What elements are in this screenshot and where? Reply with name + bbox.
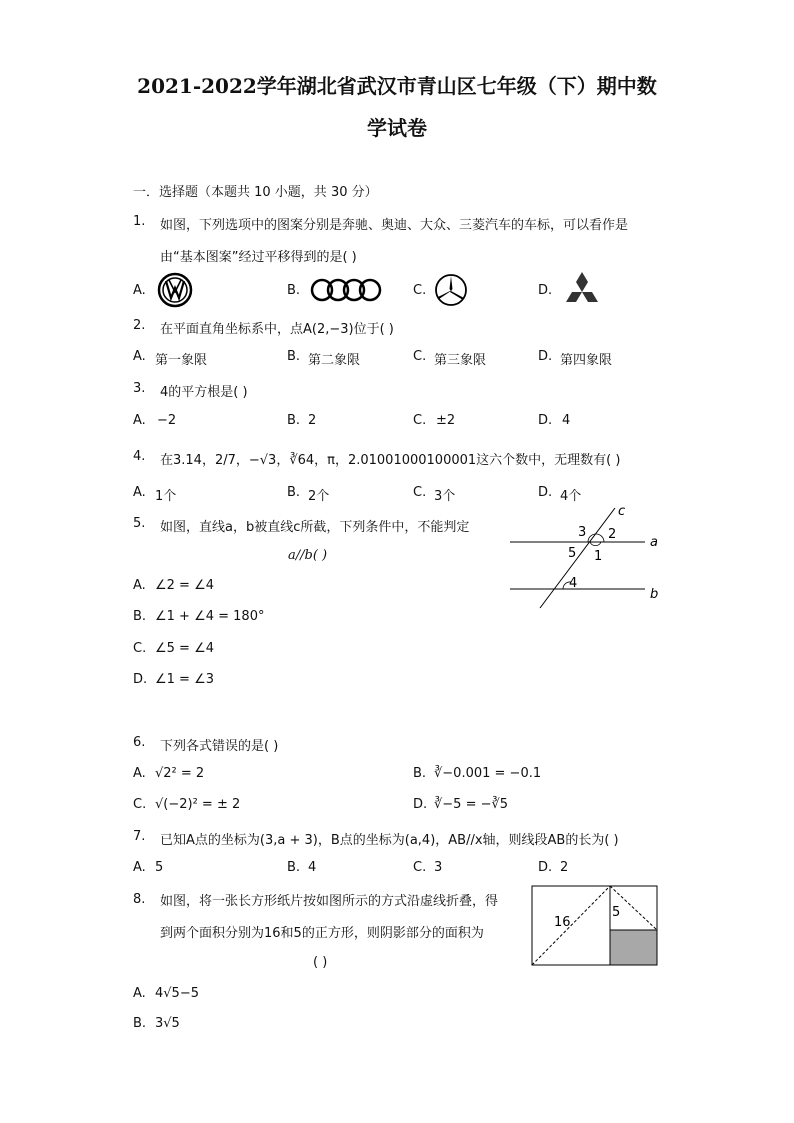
question-number: 5.: [133, 516, 146, 531]
option-text: ∠2 = ∠4: [155, 578, 215, 593]
mercedes-star-logo-icon: [434, 273, 468, 307]
option-label: B.: [287, 283, 301, 298]
option-text: ∠1 + ∠4 = 180°: [155, 609, 265, 624]
figure-label: 3: [578, 525, 587, 540]
option-text: 第三象限: [434, 353, 487, 368]
option-label: C.: [413, 349, 427, 364]
question-stem: 在平面直角坐标系中，点A(2,−3)位于( ): [160, 322, 394, 337]
question-stem: ( ): [313, 955, 328, 970]
option-text: 第四象限: [560, 353, 613, 368]
volkswagen-logo-icon: [157, 272, 193, 308]
option-label: D.: [413, 797, 428, 812]
section-heading: 一．选择题（本题共 10 小题，共 30 分）: [133, 185, 378, 200]
figure-label: 2: [608, 527, 617, 542]
question-stem: 如图，将一张长方形纸片按如图所示的方式沿虚线折叠，得: [160, 894, 499, 909]
option-label: C.: [133, 641, 147, 656]
option-text: 4: [308, 860, 317, 875]
option-label: A.: [133, 766, 146, 781]
option-text: 4√5−5: [155, 986, 199, 1001]
audi-rings-logo-icon: [310, 277, 382, 303]
option-text: 2: [560, 860, 569, 875]
option-label: A.: [133, 349, 146, 364]
option-label: C.: [413, 413, 427, 428]
option-label: C.: [413, 283, 427, 298]
option-text: 第二象限: [308, 353, 361, 368]
page-title: 2021-2022学年湖北省武汉市青山区七年级（下）期中数: [137, 74, 657, 98]
option-label: C.: [133, 797, 147, 812]
figure-label: a: [650, 535, 658, 550]
option-text: 5: [155, 860, 164, 875]
question-stem: 如图，直线a，b被直线c所截，下列条件中，不能判定: [160, 520, 470, 535]
option-text: 4个: [560, 489, 582, 504]
option-label: B.: [287, 413, 301, 428]
mitsubishi-diamonds-logo-icon: [560, 270, 604, 308]
question-stem: 下列各式错误的是( ): [160, 739, 279, 754]
option-text: 2个: [308, 489, 330, 504]
option-label: D.: [538, 485, 553, 500]
folded-rectangle-figure: [530, 884, 660, 968]
question-stem: 已知A点的坐标为(3,a + 3)，B点的坐标为(a,4)，AB//x轴，则线段AB的长为( ): [160, 833, 619, 848]
option-text: 4: [562, 413, 571, 428]
figure-label: 4: [569, 576, 578, 591]
option-label: D.: [133, 672, 148, 687]
option-text: 3个: [434, 489, 456, 504]
question-number: 6.: [133, 735, 146, 750]
option-text: ∠1 = ∠3: [155, 672, 215, 687]
option-text: 2: [308, 413, 317, 428]
option-text: √(−2)² = ± 2: [155, 797, 241, 812]
option-label: C.: [413, 860, 427, 875]
parallel-lines-figure: [500, 500, 670, 612]
page-title-line2: 学试卷: [367, 116, 427, 140]
figure-label: 5: [568, 546, 577, 561]
figure-label: 1: [594, 549, 603, 564]
option-text: −2: [157, 413, 177, 428]
question-stem: 如图，下列选项中的图案分别是奔驰、奥迪、大众、三菱汽车的车标，可以看作是: [160, 218, 629, 233]
question-stem: 到两个面积分别为16和5的正方形，则阴影部分的面积为: [160, 926, 484, 941]
option-label: A.: [133, 485, 146, 500]
option-label: D.: [538, 413, 553, 428]
option-text: 3: [434, 860, 443, 875]
figure-label: 16: [554, 915, 571, 930]
option-text: 第一象限: [155, 353, 208, 368]
question-number: 3.: [133, 381, 146, 396]
question-number: 4.: [133, 449, 146, 464]
question-number: 7.: [133, 829, 146, 844]
option-label: B.: [133, 1016, 147, 1031]
option-label: A.: [133, 860, 146, 875]
figure-label: c: [618, 504, 626, 519]
option-text: √2² = 2: [155, 766, 205, 781]
option-label: C.: [413, 485, 427, 500]
question-stem: a//b( ): [288, 548, 328, 563]
figure-label: 5: [612, 905, 621, 920]
option-label: D.: [538, 283, 553, 298]
option-label: B.: [287, 349, 301, 364]
option-text: 1个: [155, 489, 177, 504]
option-text: ∠5 = ∠4: [155, 641, 215, 656]
option-label: B.: [287, 485, 301, 500]
option-label: B.: [413, 766, 427, 781]
option-label: A.: [133, 578, 146, 593]
option-label: D.: [538, 349, 553, 364]
option-label: A.: [133, 413, 146, 428]
question-stem: 由“基本图案”经过平移得到的是( ): [160, 250, 357, 265]
option-label: B.: [133, 609, 147, 624]
option-text: ±2: [436, 413, 456, 428]
figure-label: b: [650, 587, 659, 602]
option-text: 3√5: [155, 1016, 180, 1031]
question-number: 1.: [133, 214, 146, 229]
question-stem: 4的平方根是( ): [160, 385, 248, 400]
option-label: D.: [538, 860, 553, 875]
option-label: A.: [133, 986, 146, 1001]
option-label: A.: [133, 283, 146, 298]
question-number: 8.: [133, 892, 146, 907]
option-text: ∛−0.001 = −0.1: [434, 766, 542, 781]
question-stem: 在3.14，2/7，−√3，∛64，π，2.01001000100001这六个数中，无理数有( ): [160, 453, 621, 468]
question-number: 2.: [133, 318, 146, 333]
option-label: B.: [287, 860, 301, 875]
option-text: ∛−5 = −∛5: [434, 797, 509, 812]
